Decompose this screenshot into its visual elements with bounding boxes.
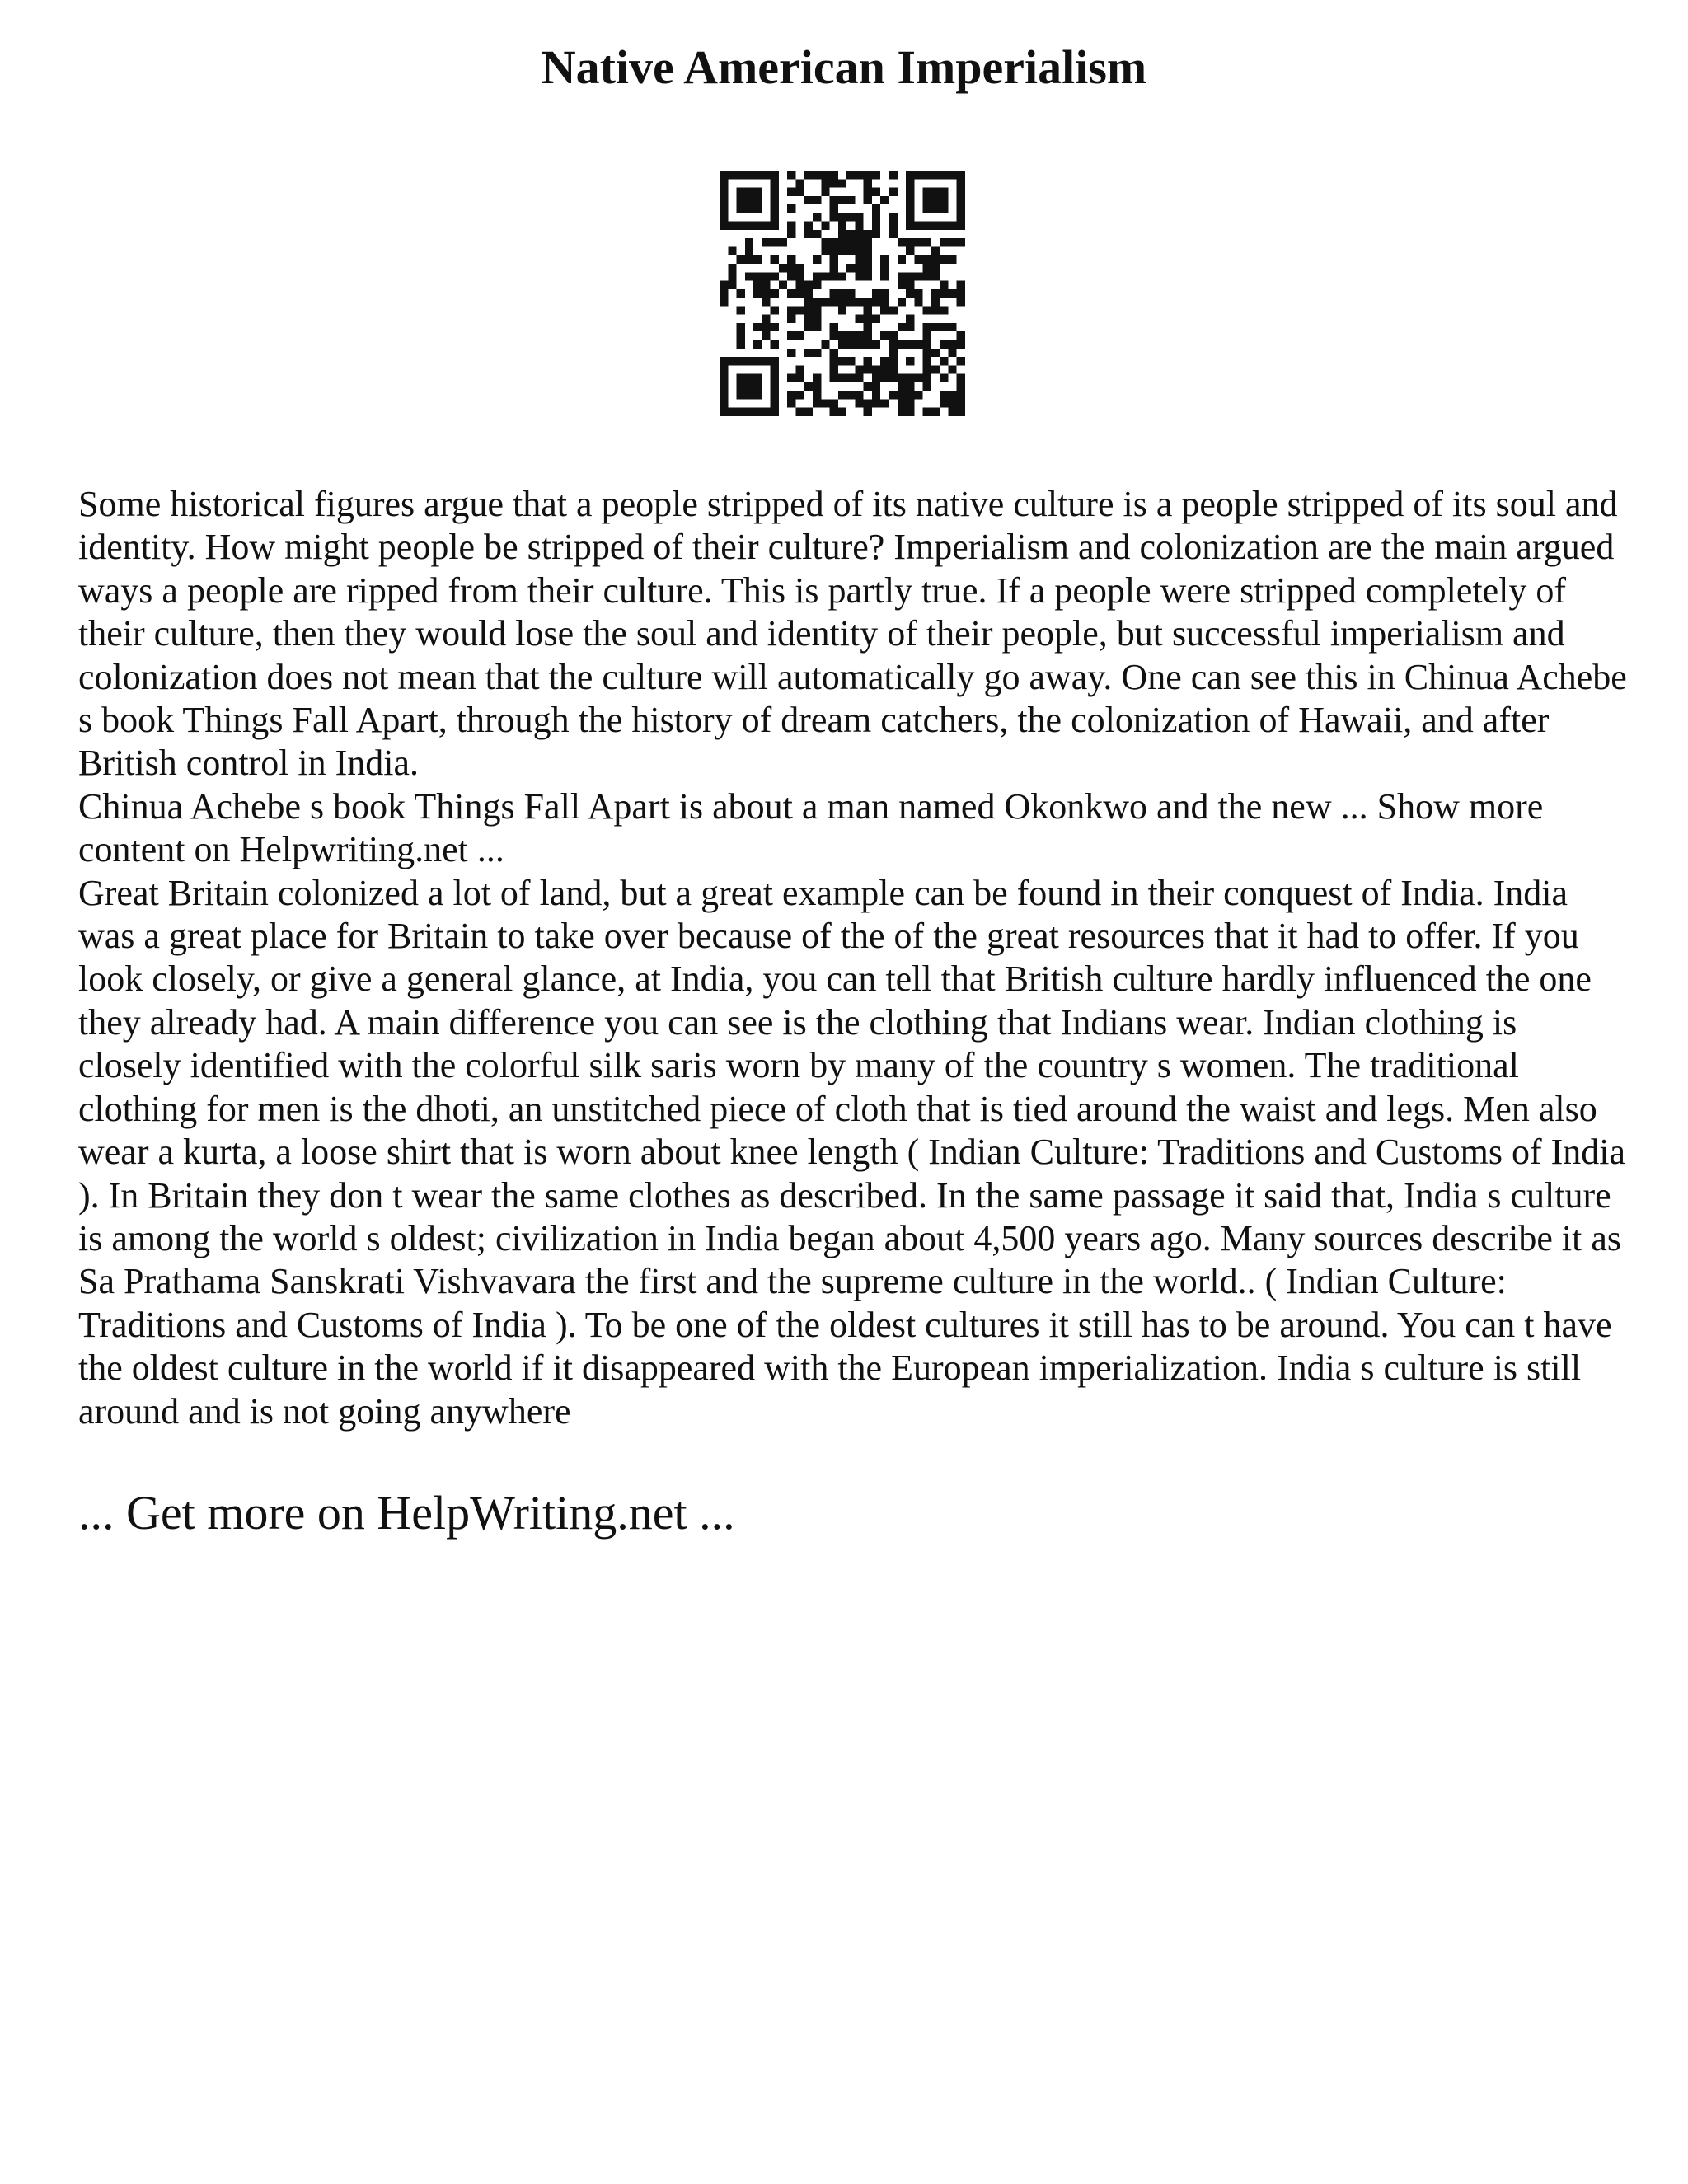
qr-code-icon xyxy=(720,171,965,416)
get-more-link[interactable]: ... Get more on HelpWriting.net ... xyxy=(78,1486,735,1540)
paragraph-intro: Some historical figures argue that a people stripped of its native culture is a people stripped of its soul and identity. How might people be stripped of their culture? Imperialism and colonization are the main argued ways a people are ripped from their culture. This is partly true. If a people were stripped completely of their culture, then they would lose the soul and identity of their people, but successful imperialism and colonization does not mean that the culture will automatically go away. One can see this in Chinua Achebe s book Things Fall Apart, through the history of dream catchers, the colonization of Hawaii, and after British control in India. xyxy=(78,484,1627,784)
page-title: Native American Imperialism xyxy=(541,40,1147,94)
paragraph-india: Great Britain colonized a lot of land, but a great example can be found in their conquest of India. India was a great place for Britain to take over because of the of the great resources that it had to offer. If you look closely, or give a general glance, at India, you can tell that British culture hardly influenced the one they already had. A main difference you can see is the clothing that Indians wear. Indian clothing is closely identified with the colorful silk saris worn by many of the country s women. The traditional clothing for men is the dhoti, an unstitched piece of cloth that is tied around the waist and legs. Men also wear a kurta, a loose shirt that is worn about knee length ( Indian Culture: Traditions and Customs of India ). In Britain they don t wear the same clothes as described. In the same passage it said that, India s culture is among the world s oldest; civilization in India began about 4,500 years ago. Many sources describe it as Sa Prathama Sanskrati Vishvavara the first and the supreme culture in the world.. ( Indian Culture: Traditions and Customs of India ). To be one of the oldest cultures it still has to be around. You can t have the oldest culture in the world if it disappeared with the European imperialization. India s culture is still around and is not going anywhere xyxy=(78,872,1626,1432)
paragraph-teaser: Chinua Achebe s book Things Fall Apart is about a man named Okonkwo and the new ... Show more content on Helpwriting.net ... xyxy=(78,785,1544,870)
article-body xyxy=(78,483,1628,1433)
